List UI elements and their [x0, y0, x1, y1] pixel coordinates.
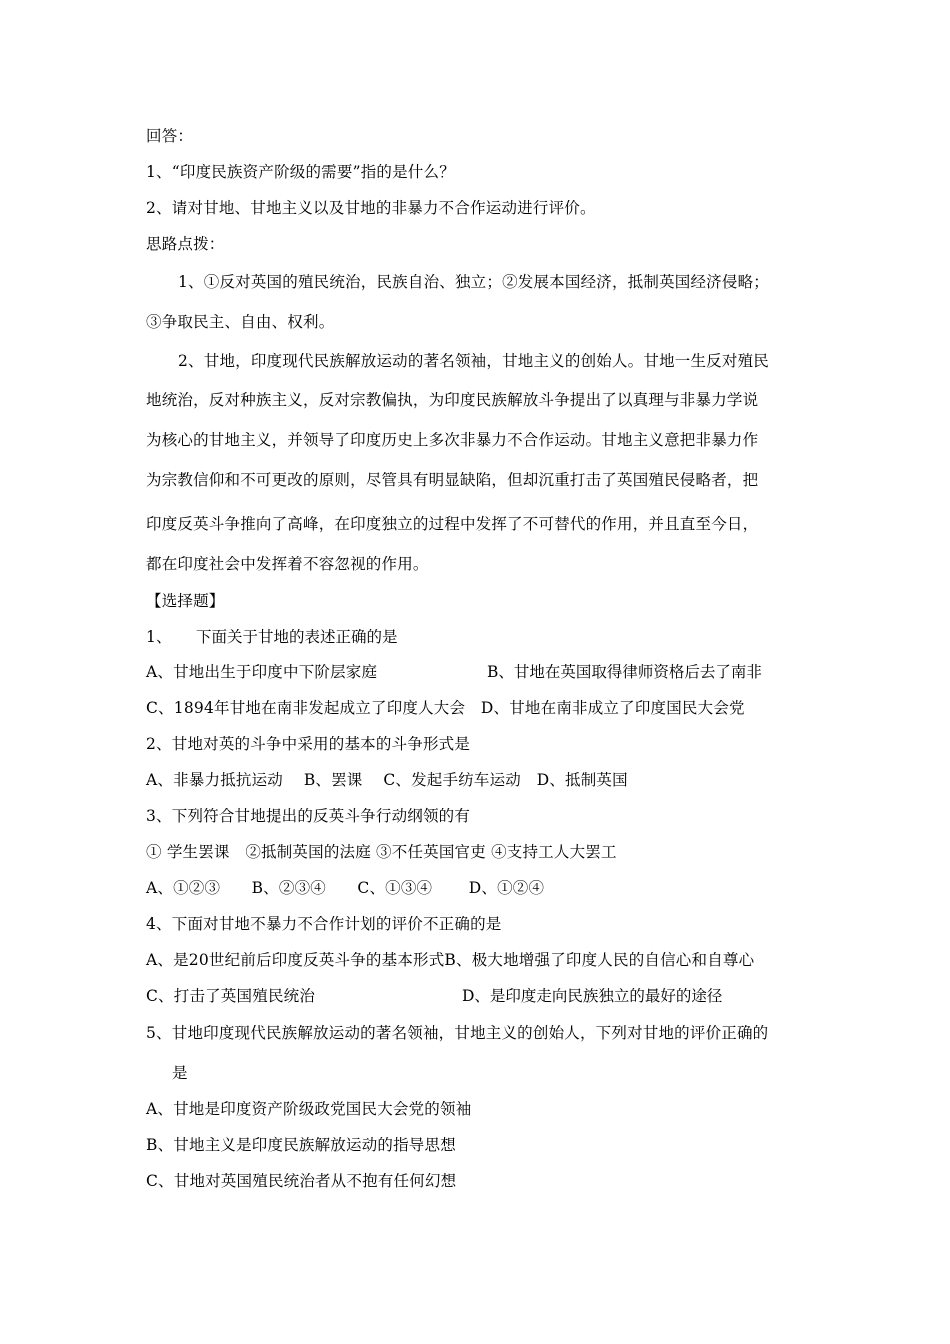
mc-q3-options: A、①②③ B、②③④ C、①③④ D、①②④ [146, 879, 545, 897]
mc-heading: 【选择题】 [146, 592, 225, 610]
hint-1-line-1: 1、①反对英国的殖民统治，民族自治、独立；②发展本国经济，抵制英国经济侵略； [178, 273, 769, 291]
mc-q2: 2、甘地对英的斗争中采用的基本的斗争形式是 [146, 735, 471, 753]
mc-q1-option-b: B、甘地在英国取得律师资格后去了南非 [487, 663, 762, 681]
hint-2-line-3: 为核心的甘地主义，并领导了印度历史上多次非暴力不合作运动。甘地主义意把非暴力作 [146, 431, 759, 449]
hints-heading: 思路点拨： [146, 235, 225, 253]
hint-1-line-2: ③争取民主、自由、权利。 [146, 313, 335, 331]
question-2: 2、请对甘地、甘地主义以及甘地的非暴力不合作运动进行评价。 [146, 199, 596, 217]
mc-q5-option-b: B、甘地主义是印度民族解放运动的指导思想 [146, 1136, 456, 1154]
hint-2-line-6: 都在印度社会中发挥着不容忽视的作用。 [146, 555, 429, 573]
mc-q5-line-2: 是 [172, 1064, 188, 1082]
mc-q5-option-c: C、甘地对英国殖民统治者从不抱有任何幻想 [146, 1172, 457, 1190]
answer-heading: 回答： [146, 127, 194, 145]
mc-q5-option-a: A、甘地是印度资产阶级政党国民大会党的领袖 [146, 1100, 472, 1118]
mc-q1-number: 1、 [146, 628, 172, 646]
mc-q5-line-1: 5、甘地印度现代民族解放运动的著名领袖，甘地主义的创始人，下列对甘地的评价正确的 [146, 1024, 769, 1042]
mc-q3-items: ① 学生罢课 ②抵制英国的法庭 ③不任英国官吏 ④支持工人大罢工 [146, 843, 617, 861]
question-1: 1、“印度民族资产阶级的需要”指的是什么？ [146, 163, 455, 181]
mc-q4-option-d: D、是印度走向民族独立的最好的途径 [462, 987, 723, 1005]
mc-q4: 4、下面对甘地不暴力不合作计划的评价不正确的是 [146, 915, 502, 933]
mc-q1-options-cd: C、1894年甘地在南非发起成立了印度人大会 D、甘地在南非成立了印度国民大会党 [146, 699, 745, 717]
hint-2-line-5: 印度反英斗争推向了高峰，在印度独立的过程中发挥了不可替代的作用，并且直至今日， [146, 515, 759, 533]
mc-q1-option-a: A、甘地出生于印度中下阶层家庭 [146, 663, 378, 681]
mc-q2-options: A、非暴力抵抗运动 B、罢课 C、发起手纺车运动 D、抵制英国 [146, 771, 628, 789]
hint-2-line-1: 2、甘地，印度现代民族解放运动的著名领袖，甘地主义的创始人。甘地一生反对殖民 [178, 352, 769, 370]
mc-q3: 3、下列符合甘地提出的反英斗争行动纲领的有 [146, 807, 471, 825]
mc-q1-text: 下面关于甘地的表述正确的是 [196, 628, 398, 646]
mc-q4-options-ab: A、是20世纪前后印度反英斗争的基本形式B、极大地增强了印度人民的自信心和自尊心 [146, 951, 755, 969]
hint-2-line-4: 为宗教信仰和不可更改的原则，尽管具有明显缺陷，但却沉重打击了英国殖民侵略者，把 [146, 471, 759, 489]
mc-q4-option-c: C、打击了英国殖民统治 [146, 987, 316, 1005]
hint-2-line-2: 地统治，反对种族主义，反对宗教偏执，为印度民族解放斗争提出了以真理与非暴力学说 [146, 391, 759, 409]
